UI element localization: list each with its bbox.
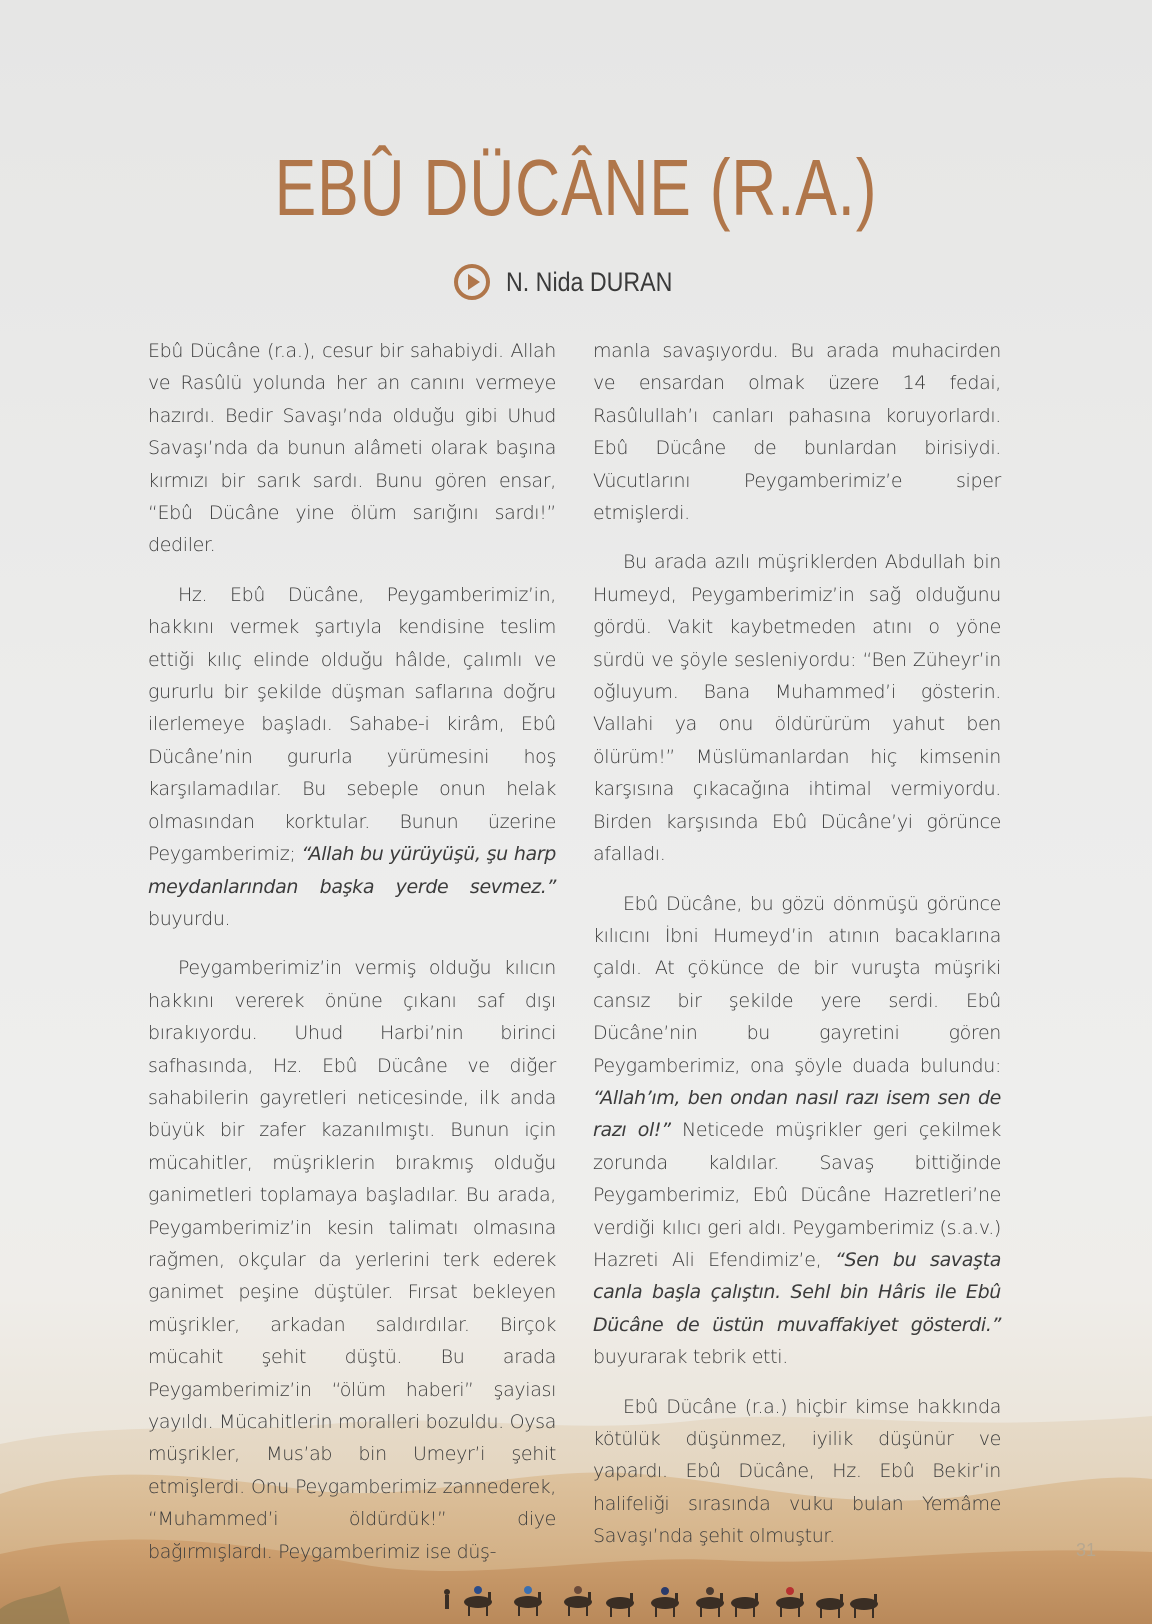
body-text: Peygamberimiz’in vermiş olduğu kılıcın hakkını vererek önüne çıkanı saf dışı bırakıyordu. Uhud Harbi’nin birinci safhasında, Hz. Ebû Dücâne ve diğer sahabilerin gayretleri neticesinde, ilk anda büyük bir zafer kazanılmıştı. Bunun için mücahitler, müşriklerin bırakmış olduğu ganimetleri toplamaya başladılar. Bu arada, Peygamberimiz’in kesin talimatı olmasına rağmen, okçular da yerlerini terk ederek ganimet peşine düştüler. Fırsat bekleyen müşrikler, arkadan saldırdılar. Birçok mücahit şehit düştü. Bu arada Peygamberimiz’in “ölüm haberi” şayiası yayıldı. Mücahitlerin moralleri bozuldu. Oysa müşrikler, Mus’ab bin Umeyr’i şehit etmişlerdi. Onu Peygamberimiz zannederek, “Muhammed’i öldürdük!” diye bağırmışlardı. Peygamberimiz ise düş- [148,957,556,1563]
body-text: Ebû Dücâne (r.a.) hiçbir kimse hakkında kötülük düşünmez, iyilik düşünür ve yapardı. Ebû Dücâne, Hz. Ebû Bekir’in halifeliği sırasında vuku bulan Yemâme Savaşı’nda şehit olmuştur. [593,1395,1001,1548]
paragraph [593,888,1001,1374]
author-name: N. Nida DURAN [506,266,673,297]
article-title: EBÛ DÜCÂNE (R.A.) [274,143,878,232]
quote-text: “Allah bu yürüyüşü, şu harp meydanlarından başka yerde sevmez.” [148,843,557,898]
body-text: Ebû Dücâne, bu gözü dönmüşü görünce kılıcını İbni Humeyd’in atının bacaklarına çaldı. At çökünce de bir vuruşta müşriki cansız bir şekilde yere serdi. Ebû Dücâne’nin bu gayretini gören Peygamberimiz, ona şöyle duada bulundu: [593,892,1001,1077]
paragraph [593,335,1001,529]
quote-text: “Sen bu savaşta canla başla çalıştın. Sehl bin Hâris ile Ebû Dücâne de üstün muvaffakiyet gösterdi.” [593,1248,1001,1336]
body-text: buyurdu. [148,907,231,930]
paragraph [148,335,556,562]
body-text: Hz. Ebû Dücâne, Peygamberimiz’in, hakkını vermek şartıyla kendisine teslim ettiği kılıç elinde olduğu hâlde, çalımlı ve gururlu bir şekilde düşman saflarına doğru ilerlemeye başladı. Sahabe-i kirâm, Ebû Dücâne’nin gururla yürümesini hoş karşılamadılar. Bu sebeple onun helak olmasından korktular. Bunun üzerine Peygamberimiz; [148,583,556,866]
right-column [593,335,1001,1570]
paragraph [148,952,556,1568]
body-text: Bu arada azılı müşriklerden Abdullah bin Humeyd, Peygamberimiz’in sağ olduğunu gördü. Vakit kaybetmeden atını o yöne sürdü ve şöyle sesleniyordu: “Ben Züheyr’in oğluyum. Bana Muhammed’i gösterin. Vallahi ya onu öldürürüm yahut ben ölürüm!” Müslümanlardan hiç kimsenin karşısına çıkacağına ihtimal vermiyordu. Birden karşısında Ebû Dücâne’yi görünce afalladı. [593,551,1001,866]
body-text: Neticede müşrikler geri çekilmek zorunda kaldılar. Savaş bittiğinde Peygamberimiz, Ebû Dücâne Hazretleri’ne verdiği kılıcı geri aldı. Peygamberimiz (s.a.v.) Hazreti Ali Efendimiz’e, [593,1119,1001,1271]
page-number: 31 [1075,1540,1096,1560]
body-text: buyurarak tebrik etti. [593,1346,788,1369]
play-circle-icon [452,262,492,302]
paragraph [593,546,1001,870]
left-column [148,335,556,1585]
paragraph [593,1391,1001,1553]
byline [0,262,1152,302]
quote-text: “Allah’ım, ben ondan nasıl razı isem sen de razı ol!” [593,1086,1001,1142]
paragraph [148,579,556,935]
body-text: Ebû Dücâne (r.a.), cesur bir sahabiydi. Allah ve Rasûlü yolunda her an canını vermeye hazırdı. Bedir Savaşı’nda olduğu gibi Uhud Savaşı’nda da bunun alâmeti olarak başına kırmızı bir sarık sardı. Bunu gören ensar, “Ebû Dücâne yine ölüm sarığını sardı!” dediler. [148,340,556,557]
body-text: manla savaşıyordu. Bu arada muhacirden ve ensardan olmak üzere 14 fedai, Rasûlullah’ı canları pahasına koruyorlardı. Ebû Dücâne de bunlardan birisiydi. Vücutlarını Peygamberimiz’e siper etmişlerdi. [593,340,1001,525]
